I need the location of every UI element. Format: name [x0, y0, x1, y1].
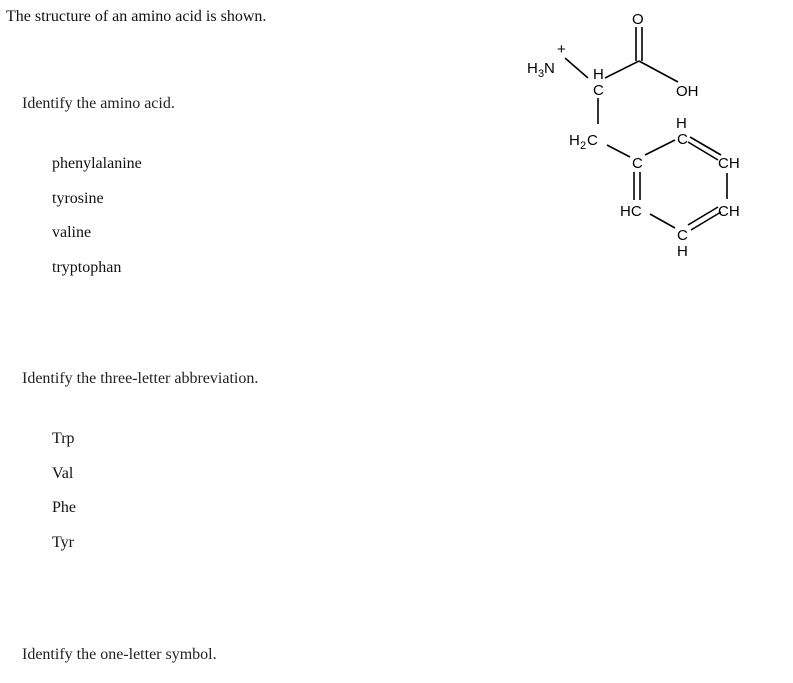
option-phenylalanine[interactable]: phenylalanine	[52, 155, 142, 172]
intro-text: The structure of an amino acid is shown.	[6, 8, 267, 25]
ammonium-h: H	[527, 60, 538, 77]
bond-carbonyl-oh	[639, 61, 678, 82]
ammonium-n: N	[544, 60, 555, 77]
option-tryptophan[interactable]: tryptophan	[52, 258, 122, 276]
ring-ch-right-top: CH	[718, 155, 740, 172]
question-three-letter: Identify the three-letter abbreviation.	[22, 370, 259, 387]
ammonium-subscript: 3	[538, 68, 545, 80]
ring-c1: C	[632, 155, 643, 172]
bond-cbottom-hc	[650, 214, 675, 228]
ch2-h: H	[569, 132, 580, 149]
ring-c-bottom: C	[677, 227, 688, 244]
alpha-c: C	[593, 82, 604, 99]
option-tyr[interactable]: Tyr	[52, 533, 74, 551]
ch2-c: C	[587, 132, 598, 149]
question-one-letter: Identify the one-letter symbol.	[22, 646, 217, 663]
bond-alpha-carbonyl	[605, 61, 639, 78]
bond-ch2-ring	[607, 145, 630, 157]
amino-acid-structure	[510, 0, 780, 270]
ring-h-bottom: H	[677, 243, 688, 260]
alpha-h: H	[593, 66, 604, 83]
ch2-subscript: 2	[580, 140, 587, 152]
amino-acid-options	[52, 155, 142, 293]
bond-ring-c1-ctop	[645, 140, 675, 155]
option-phe[interactable]: Phe	[52, 499, 76, 516]
option-tyrosine[interactable]: tyrosine	[52, 189, 104, 207]
ring-h-top: H	[676, 115, 687, 132]
bond-n-alpha	[565, 58, 588, 78]
three-letter-options	[52, 430, 76, 568]
carbonyl-oxygen: O	[632, 11, 644, 28]
ammonium-charge: +	[557, 41, 566, 58]
option-trp[interactable]: Trp	[52, 430, 75, 447]
ring-ch-right-bottom: CH	[718, 203, 740, 220]
question-amino-acid: Identify the amino acid.	[22, 95, 175, 112]
option-valine[interactable]: valine	[52, 224, 92, 241]
hydroxyl: OH	[676, 83, 699, 100]
ring-hc-left: HC	[620, 203, 642, 220]
option-val[interactable]: Val	[52, 464, 74, 482]
ring-c-top: C	[677, 131, 688, 148]
